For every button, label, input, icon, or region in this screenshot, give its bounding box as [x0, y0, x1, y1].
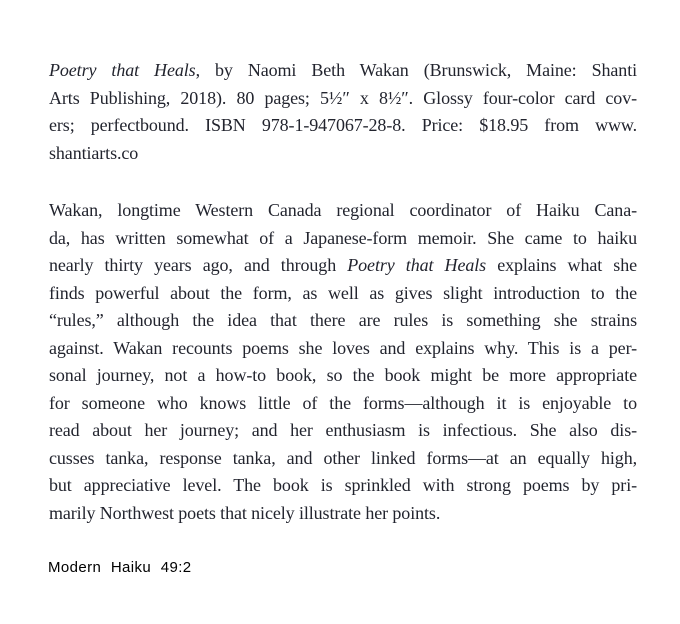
text-line: [49, 252, 637, 280]
text-segment: sonal journey, not a how-to book, so the book might be more appropriate: [49, 365, 637, 385]
text-segment: cusses tanka, response tanka, and other linked forms—at an equally high,: [49, 447, 637, 468]
text-segment: shantiarts.co: [49, 142, 139, 163]
text-segment: Arts Publishing, 2018). 80 pages; 5½″ x 8½″. Glossy four-color card cov-: [49, 87, 637, 108]
text-line: [49, 57, 637, 85]
text-segment: for someone who knows little of the forms—although it is enjoyable to: [49, 392, 637, 413]
text-line: [49, 500, 637, 528]
text-segment: Wakan, longtime Western Canada regional coordinator of Haiku Cana-: [49, 200, 637, 220]
text-line: [49, 112, 637, 140]
text-line: [49, 445, 637, 473]
journal-citation: Modern Haiku 49:2: [48, 559, 192, 576]
text-segment: ers; perfectbound. ISBN 978-1-947067-28-8. Price: $18.95 from www.: [49, 115, 637, 135]
text-segment: but appreciative level. The book is sprinkled with strong poems by pri-: [49, 475, 637, 495]
text-line: [49, 307, 637, 335]
book-title-italic: Poetry that Heals: [347, 255, 487, 275]
text-line: [49, 472, 637, 500]
text-segment: da, has written somewhat of a Japanese-form memoir. She came to haiku: [49, 227, 637, 248]
text-line: [49, 85, 637, 113]
text-line: [49, 417, 637, 445]
text-segment: against. Wakan recounts poems she loves and explains why. This is a per-: [49, 337, 637, 358]
text-segment: read about her journey; and her enthusiasm is infectious. She also dis-: [49, 420, 637, 440]
text-segment: , by Naomi Beth Wakan (Brunswick, Maine: Shanti: [195, 60, 637, 80]
review-text-block: [49, 57, 637, 527]
text-line: [49, 140, 637, 168]
text-segment: nearly thirty years ago, and through: [49, 255, 348, 275]
text-line: [49, 390, 637, 418]
book-title-italic: Poetry that Heals: [49, 60, 196, 80]
text-line: [49, 225, 637, 253]
paragraph-review-body: [49, 197, 637, 527]
text-line: [49, 197, 637, 225]
text-line: [49, 335, 637, 363]
text-segment: “rules,” although the idea that there are rules is something she strains: [49, 310, 637, 330]
text-segment: finds powerful about the form, as well as gives slight introduction to the: [49, 282, 637, 303]
text-segment: explains what she: [486, 255, 637, 275]
text-line: [49, 362, 637, 390]
text-segment: marily Northwest poets that nicely illustrate her points.: [49, 502, 441, 523]
paragraph-publication-info: [49, 57, 637, 167]
text-line: [49, 280, 637, 308]
